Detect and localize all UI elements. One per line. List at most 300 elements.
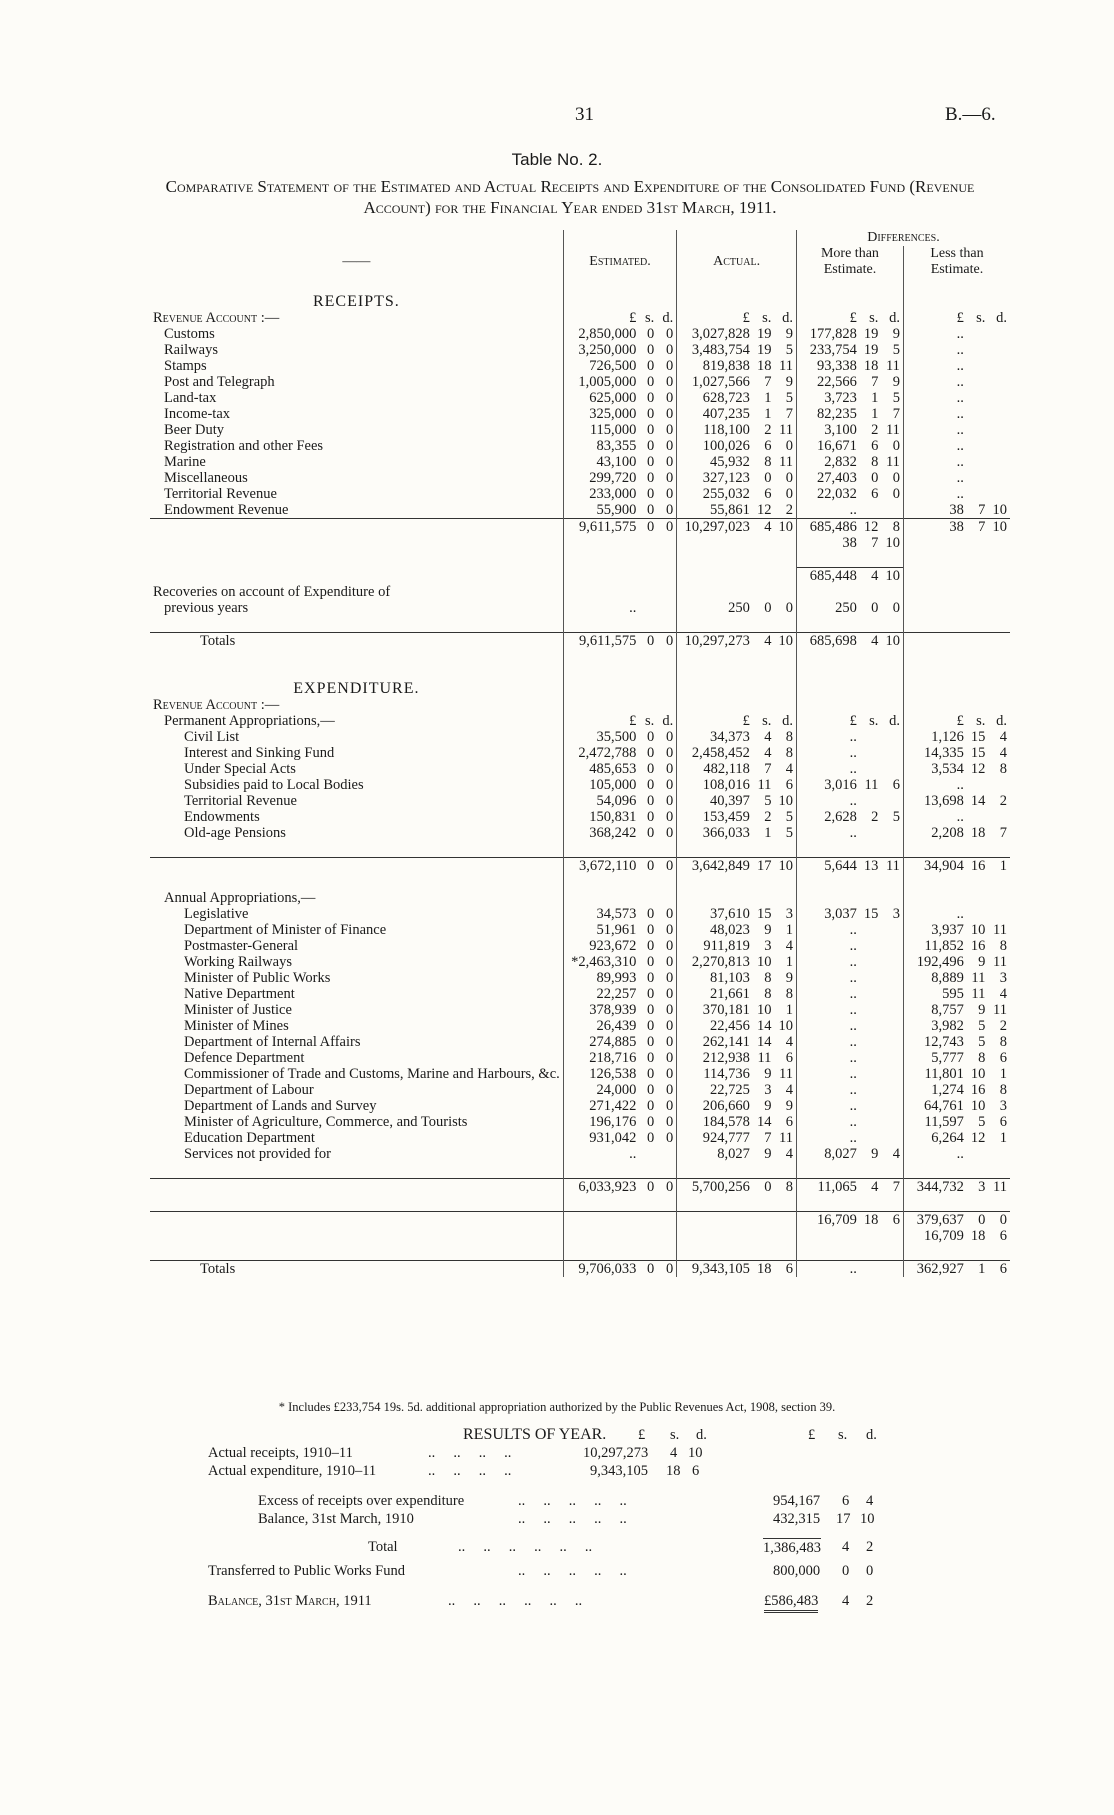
- less-shillings: 0: [967, 1212, 989, 1229]
- estimated-shillings: 0: [647, 1018, 655, 1034]
- annual-row: [150, 906, 1010, 922]
- less-pence: 11: [993, 954, 1007, 970]
- more-shillings: 13: [860, 858, 882, 875]
- more-shillings: 19: [863, 342, 879, 358]
- spacer-cell: [150, 1195, 563, 1212]
- actual-pounds: 81,103: [677, 970, 753, 986]
- permanent-label-row: [150, 713, 1010, 729]
- annual-row: [150, 922, 1010, 938]
- less-pounds: 16,709: [903, 1228, 966, 1244]
- receipt-row: [150, 422, 1010, 438]
- actual-shillings: 11: [757, 1050, 772, 1066]
- estimated-pence: [657, 535, 676, 551]
- more-pence: [881, 1066, 903, 1082]
- less-shillings: 11: [971, 970, 986, 986]
- estimated-shillings: 0: [647, 502, 655, 518]
- less-pence: 4: [999, 745, 1007, 761]
- more-shillings: [860, 761, 882, 777]
- estimated-pounds: 22,257: [563, 986, 639, 1002]
- actual-shillings: 17: [753, 858, 775, 875]
- spacer-cell: [967, 278, 989, 294]
- less-shillings: 16: [970, 938, 986, 954]
- estimated-pounds: 43,100: [563, 454, 639, 470]
- spacer-cell: [774, 278, 796, 294]
- more-pence: 8: [881, 519, 903, 536]
- more-pounds: 11,065: [796, 1179, 859, 1196]
- more-shillings: 7: [871, 374, 879, 390]
- actual-pounds: 628,723: [677, 390, 753, 406]
- spacer-cell: [657, 649, 676, 665]
- document-code: B.—6.: [945, 104, 996, 125]
- row-label: Defence Department: [184, 1050, 305, 1066]
- row-label: Education Department: [184, 1130, 315, 1146]
- permanent-row: [150, 729, 1010, 745]
- estimated-shillings: [639, 600, 657, 616]
- less-shillings: 10: [970, 1098, 986, 1114]
- spacer-cell: [796, 1244, 859, 1261]
- less-pounds: 5,777: [903, 1050, 966, 1066]
- actual-pence: 8: [774, 1179, 796, 1196]
- more-shillings: 4: [860, 568, 882, 585]
- recoveries-row-1: [150, 584, 1010, 600]
- spacer-cell: [774, 1162, 796, 1179]
- more-pounds: 16,671: [796, 438, 859, 454]
- receipt-row: [150, 390, 1010, 406]
- spacer-cell: [881, 1244, 903, 1261]
- estimated-shillings: 0: [647, 745, 655, 761]
- more-shillings: [860, 970, 882, 986]
- actual-pounds: 34,373: [677, 729, 753, 745]
- total-value: 1,386,483: [763, 1540, 821, 1556]
- spacer-cell: [657, 665, 676, 681]
- actual-pounds: [677, 535, 753, 551]
- more-pence: [881, 1098, 903, 1114]
- more-shillings: 1: [871, 406, 879, 422]
- expenditure-label: Actual expenditure, 1910–11: [208, 1463, 377, 1479]
- spacer-cell: [657, 1162, 676, 1179]
- estimated-pounds: [563, 1228, 639, 1244]
- less-pence: [988, 568, 1010, 585]
- row-label: Subsidies paid to Local Bodies: [184, 777, 364, 793]
- spacer-cell: [988, 551, 1010, 568]
- estimated-pence: d.: [662, 713, 674, 729]
- estimated-pence: 0: [666, 1066, 674, 1082]
- estimated-pence: 0: [666, 809, 674, 825]
- more-pence: 11: [885, 422, 900, 438]
- estimated-pence: [657, 1146, 676, 1162]
- more-pounds: ..: [796, 938, 859, 954]
- estimated-pence: 0: [657, 1261, 676, 1278]
- less-shillings: [967, 342, 989, 358]
- less-pence: 4: [999, 729, 1007, 745]
- estimated-pence: 0: [666, 454, 674, 470]
- combined-row: [150, 1212, 1010, 1229]
- receipts-s: 4: [670, 1445, 678, 1461]
- estimated-pence: [657, 890, 676, 906]
- less-shillings: [967, 294, 989, 310]
- spacer-cell: [677, 616, 753, 633]
- actual-pounds: [677, 1228, 753, 1244]
- more-shillings: [860, 1098, 882, 1114]
- spacer-cell: [881, 1162, 903, 1179]
- estimated-shillings: 0: [647, 1034, 655, 1050]
- more-pounds: 38: [796, 535, 859, 551]
- actual-pence: 4: [785, 938, 793, 954]
- more-pence: 9: [892, 374, 900, 390]
- actual-pence: 11: [779, 358, 793, 374]
- actual-pounds: 8,027: [677, 1146, 753, 1162]
- less-shillings: [967, 697, 989, 713]
- estimated-pounds: 9,706,033: [563, 1261, 639, 1278]
- estimated-pounds: 2,472,788: [563, 745, 639, 761]
- actual-pounds: 10,297,273: [677, 633, 753, 650]
- estimated-pence: 0: [666, 406, 674, 422]
- receipt-row: [150, 406, 1010, 422]
- more-pence: [881, 986, 903, 1002]
- spacer-cell: [639, 278, 657, 294]
- more-pounds: ..: [796, 1082, 859, 1098]
- estimated-pounds: 6,033,923: [563, 1179, 639, 1196]
- actual-pounds: 482,118: [677, 761, 753, 777]
- excess-d: 4: [866, 1493, 874, 1509]
- more-shillings: 4: [860, 633, 882, 650]
- less-pence: 10: [992, 502, 1007, 518]
- actual-pounds: 255,032: [677, 486, 753, 502]
- spacer-cell: [677, 551, 753, 568]
- recoveries-row-2: [150, 600, 1010, 616]
- less-pence: [988, 406, 1010, 422]
- estimated-pence: 0: [666, 1002, 674, 1018]
- estimated-pounds: 150,831: [563, 809, 639, 825]
- more-shillings: [860, 1050, 882, 1066]
- annual-row: [150, 970, 1010, 986]
- more-pence: [881, 793, 903, 809]
- spacer-cell: [774, 1244, 796, 1261]
- estimated-pounds: 625,000: [563, 390, 639, 406]
- spacer-row: [150, 649, 1010, 665]
- more-pounds: [796, 1228, 859, 1244]
- more-pence: 0: [892, 486, 900, 502]
- row-label: Beer Duty: [164, 422, 224, 438]
- more-shillings: 6: [871, 486, 879, 502]
- annual-row: [150, 938, 1010, 954]
- actual-pence: 10: [774, 858, 796, 875]
- actual-pence: 11: [779, 422, 793, 438]
- less-pence: [988, 697, 1010, 713]
- more-pence: 5: [892, 809, 900, 825]
- estimated-pence: 0: [666, 825, 674, 841]
- more-pence: 6: [892, 777, 900, 793]
- actual-pence: 4: [785, 1034, 793, 1050]
- page-number: 31: [575, 104, 594, 125]
- annual-row: [150, 1130, 1010, 1146]
- total-label: Total: [368, 1539, 398, 1555]
- spacer-cell: [563, 649, 639, 665]
- more-shillings: 18: [860, 1212, 882, 1229]
- less-pounds: 1,126: [903, 729, 966, 745]
- statement-table: [150, 230, 1010, 1277]
- final-balance-label: Balance, 31st March, 1911: [208, 1593, 372, 1609]
- actual-pence: [774, 681, 796, 697]
- estimated-shillings: s.: [645, 713, 655, 729]
- less-pence: 2: [999, 1018, 1007, 1034]
- actual-pounds: 9,343,105: [677, 1261, 753, 1278]
- spacer-cell: [967, 665, 989, 681]
- spacer-cell: [860, 874, 882, 890]
- less-shillings: 10: [970, 922, 986, 938]
- estimated-shillings: 0: [647, 1002, 655, 1018]
- actual-pounds: 22,456: [677, 1018, 753, 1034]
- less-pounds: 3,937: [903, 922, 966, 938]
- row-label: Annual Appropriations,—: [164, 890, 316, 906]
- more-pounds: ..: [796, 1261, 859, 1278]
- estimated-pence: 0: [666, 986, 674, 1002]
- annual-row: [150, 954, 1010, 970]
- estimated-shillings: 0: [647, 777, 655, 793]
- spacer-cell: [796, 841, 859, 858]
- actual-shillings: 9: [764, 1146, 772, 1162]
- less-pounds: 3,534: [903, 761, 966, 777]
- spacer-cell: [903, 665, 966, 681]
- less-pounds: ..: [903, 438, 966, 454]
- actual-pounds: 108,016: [677, 777, 753, 793]
- receipts-heading-row: [150, 294, 1010, 310]
- estimated-shillings: [639, 568, 657, 585]
- actual-pounds: [677, 1212, 753, 1229]
- less-pence: 8: [999, 761, 1007, 777]
- actual-pounds: 114,736: [677, 1066, 753, 1082]
- estimated-pence: 0: [666, 390, 674, 406]
- estimated-shillings: 0: [647, 729, 655, 745]
- spacer-cell: [150, 1244, 563, 1261]
- spacer-cell: [774, 874, 796, 890]
- row-label: Legislative: [184, 906, 249, 922]
- estimated-pence: 0: [666, 438, 674, 454]
- more-shillings: [860, 1002, 882, 1018]
- row-label: Stamps: [164, 358, 207, 374]
- more-shillings: [860, 1066, 882, 1082]
- spacer-cell: [677, 278, 753, 294]
- actual-pounds: 21,661: [677, 986, 753, 1002]
- less-pounds: [903, 890, 966, 906]
- row-label: Minister of Mines: [184, 1018, 289, 1034]
- spacer-cell: [639, 665, 657, 681]
- more-pounds: ..: [796, 1034, 859, 1050]
- actual-shillings: 10: [756, 1002, 772, 1018]
- less-shillings: [967, 1146, 989, 1162]
- less-shillings: [967, 454, 989, 470]
- actual-shillings: 6: [764, 486, 772, 502]
- more-shillings: 2: [871, 422, 879, 438]
- estimated-pence: 0: [657, 519, 676, 536]
- estimated-shillings: 0: [639, 1179, 657, 1196]
- actual-pence: [774, 584, 796, 600]
- spacer-cell: [796, 278, 859, 294]
- less-shillings: [967, 438, 989, 454]
- actual-pounds: 22,725: [677, 1082, 753, 1098]
- less-pounds: ..: [903, 454, 966, 470]
- less-pounds: ..: [903, 374, 966, 390]
- less-shillings: [967, 535, 989, 551]
- actual-pence: 10: [774, 633, 796, 650]
- spacer-cell: [753, 278, 775, 294]
- actual-shillings: 7: [764, 1130, 772, 1146]
- row-label: Interest and Sinking Fund: [184, 745, 335, 761]
- more-shillings: [860, 745, 882, 761]
- actual-pence: [774, 697, 796, 713]
- less-pence: 11: [988, 1179, 1010, 1196]
- estimated-pence: 0: [666, 745, 674, 761]
- row-label: Department of Internal Affairs: [184, 1034, 361, 1050]
- spacer-cell: [860, 649, 882, 665]
- more-pounds: ..: [796, 922, 859, 938]
- more-shillings: 2: [871, 809, 879, 825]
- estimated-pounds: 26,439: [563, 1018, 639, 1034]
- estimated-pounds: 126,538: [563, 1066, 639, 1082]
- actual-pence: 0: [785, 438, 793, 454]
- more-shillings: [860, 890, 882, 906]
- receipt-row: [150, 326, 1010, 342]
- estimated-shillings: [639, 535, 657, 551]
- row-label: Post and Telegraph: [164, 374, 275, 390]
- spacer-cell: [150, 841, 563, 858]
- spacer-cell: [881, 278, 903, 294]
- more-shillings: [860, 793, 882, 809]
- more-pence: [881, 1228, 903, 1244]
- more-pounds: 27,403: [796, 470, 859, 486]
- more-pounds: 685,448: [796, 568, 859, 585]
- row-label: Working Railways: [184, 954, 292, 970]
- less-pounds: ..: [903, 809, 966, 825]
- less-pounds: 38: [903, 519, 966, 536]
- total-d: 2: [866, 1539, 874, 1555]
- expenditure-account-row: [150, 697, 1010, 713]
- less-shillings: 14: [970, 793, 986, 809]
- row-label: Marine: [164, 454, 206, 470]
- actual-pence: 0: [785, 486, 793, 502]
- spacer-cell: [903, 1162, 966, 1179]
- spacer-cell: [881, 665, 903, 681]
- spacer-cell: [657, 551, 676, 568]
- spacer-cell: [903, 278, 966, 294]
- less-pence: 8: [999, 1082, 1007, 1098]
- actual-shillings: 5: [764, 793, 772, 809]
- footnote: * Includes £233,754 19s. 5d. additional appropriation authorized by the Public Revenues Act, 1908, section 39.: [278, 1400, 836, 1414]
- estimated-pounds: 196,176: [563, 1114, 639, 1130]
- less-shillings: 5: [978, 1114, 986, 1130]
- actual-shillings: 14: [756, 1018, 772, 1034]
- spacer-cell: [967, 874, 989, 890]
- actual-pounds: [677, 294, 753, 310]
- row-label: [150, 519, 563, 536]
- estimated-pence: 0: [657, 633, 676, 650]
- spacer-cell: [860, 551, 882, 568]
- less-pounds: [903, 681, 966, 697]
- actual-pounds: 3,483,754: [677, 342, 753, 358]
- actual-shillings: [753, 535, 775, 551]
- more-pence: [881, 1114, 903, 1130]
- actual-pounds: 184,578: [677, 1114, 753, 1130]
- less-pounds: 362,927: [903, 1261, 966, 1278]
- estimated-shillings: 0: [647, 922, 655, 938]
- row-label: Native Department: [184, 986, 295, 1002]
- permanent-row: [150, 793, 1010, 809]
- estimated-shillings: 0: [647, 486, 655, 502]
- actual-shillings: 4: [764, 729, 772, 745]
- less-shillings: 7: [978, 502, 986, 518]
- spacer-cell: [753, 551, 775, 568]
- row-label: Endowment Revenue: [164, 502, 289, 518]
- more-pence: d.: [889, 310, 900, 326]
- less-pounds: ..: [903, 422, 966, 438]
- actual-pence: 4: [785, 1146, 793, 1162]
- more-pence: [881, 1082, 903, 1098]
- actual-pounds: 2,270,813: [677, 954, 753, 970]
- less-shillings: 7: [967, 519, 989, 536]
- more-pounds: ..: [796, 793, 859, 809]
- less-pounds: 379,637: [903, 1212, 966, 1229]
- actual-pounds: 407,235: [677, 406, 753, 422]
- less-shillings: 10: [970, 1066, 986, 1082]
- spacer-cell: [657, 841, 676, 858]
- less-shillings: [967, 633, 989, 650]
- actual-pounds: 10,297,023: [677, 519, 753, 536]
- less-shillings: [967, 374, 989, 390]
- more-shillings: [860, 1261, 882, 1278]
- row-label: Minister of Agriculture, Commerce, and Tourists: [184, 1114, 468, 1130]
- more-pence: [881, 954, 903, 970]
- spacer-cell: [677, 665, 753, 681]
- row-label: Territorial Revenue: [164, 486, 277, 502]
- more-pounds: ..: [796, 1050, 859, 1066]
- less-pence: [988, 1146, 1010, 1162]
- estimated-pence: [657, 681, 676, 697]
- spacer-cell: [753, 874, 775, 890]
- more-pence: [881, 890, 903, 906]
- less-shillings: 5: [978, 1034, 986, 1050]
- more-pence: [881, 761, 903, 777]
- spacer-cell: [967, 551, 989, 568]
- more-pence: 11: [885, 454, 900, 470]
- less-pounds: 14,335: [903, 745, 966, 761]
- row-label: Department of Labour: [184, 1082, 314, 1098]
- estimated-pounds: 1,005,000: [563, 374, 639, 390]
- spacer-cell: [988, 1195, 1010, 1212]
- actual-pence: 10: [778, 793, 793, 809]
- receipts-value: 10,297,273: [583, 1445, 649, 1461]
- annual-row: [150, 1114, 1010, 1130]
- more-pounds: ..: [796, 954, 859, 970]
- actual-pounds: 3,642,849: [677, 858, 753, 875]
- actual-shillings: 9: [764, 1098, 772, 1114]
- estimated-pounds: 378,939: [563, 1002, 639, 1018]
- less-pence: [988, 681, 1010, 697]
- more-pence: 11: [881, 858, 903, 875]
- spacer-cell: [677, 1244, 753, 1261]
- estimated-pounds: 274,885: [563, 1034, 639, 1050]
- more-pounds: 2,628: [796, 809, 859, 825]
- more-pounds: 685,486: [796, 519, 859, 536]
- results-d: d.: [696, 1427, 707, 1443]
- less-shillings: 18: [970, 1228, 986, 1244]
- column-header: [150, 246, 1010, 278]
- permanent-row: [150, 777, 1010, 793]
- less-pence: d.: [996, 713, 1007, 729]
- less-shillings: 12: [970, 761, 986, 777]
- estimated-pounds: [563, 890, 639, 906]
- spacer-cell: [753, 616, 775, 633]
- actual-pounds: 366,033: [677, 825, 753, 841]
